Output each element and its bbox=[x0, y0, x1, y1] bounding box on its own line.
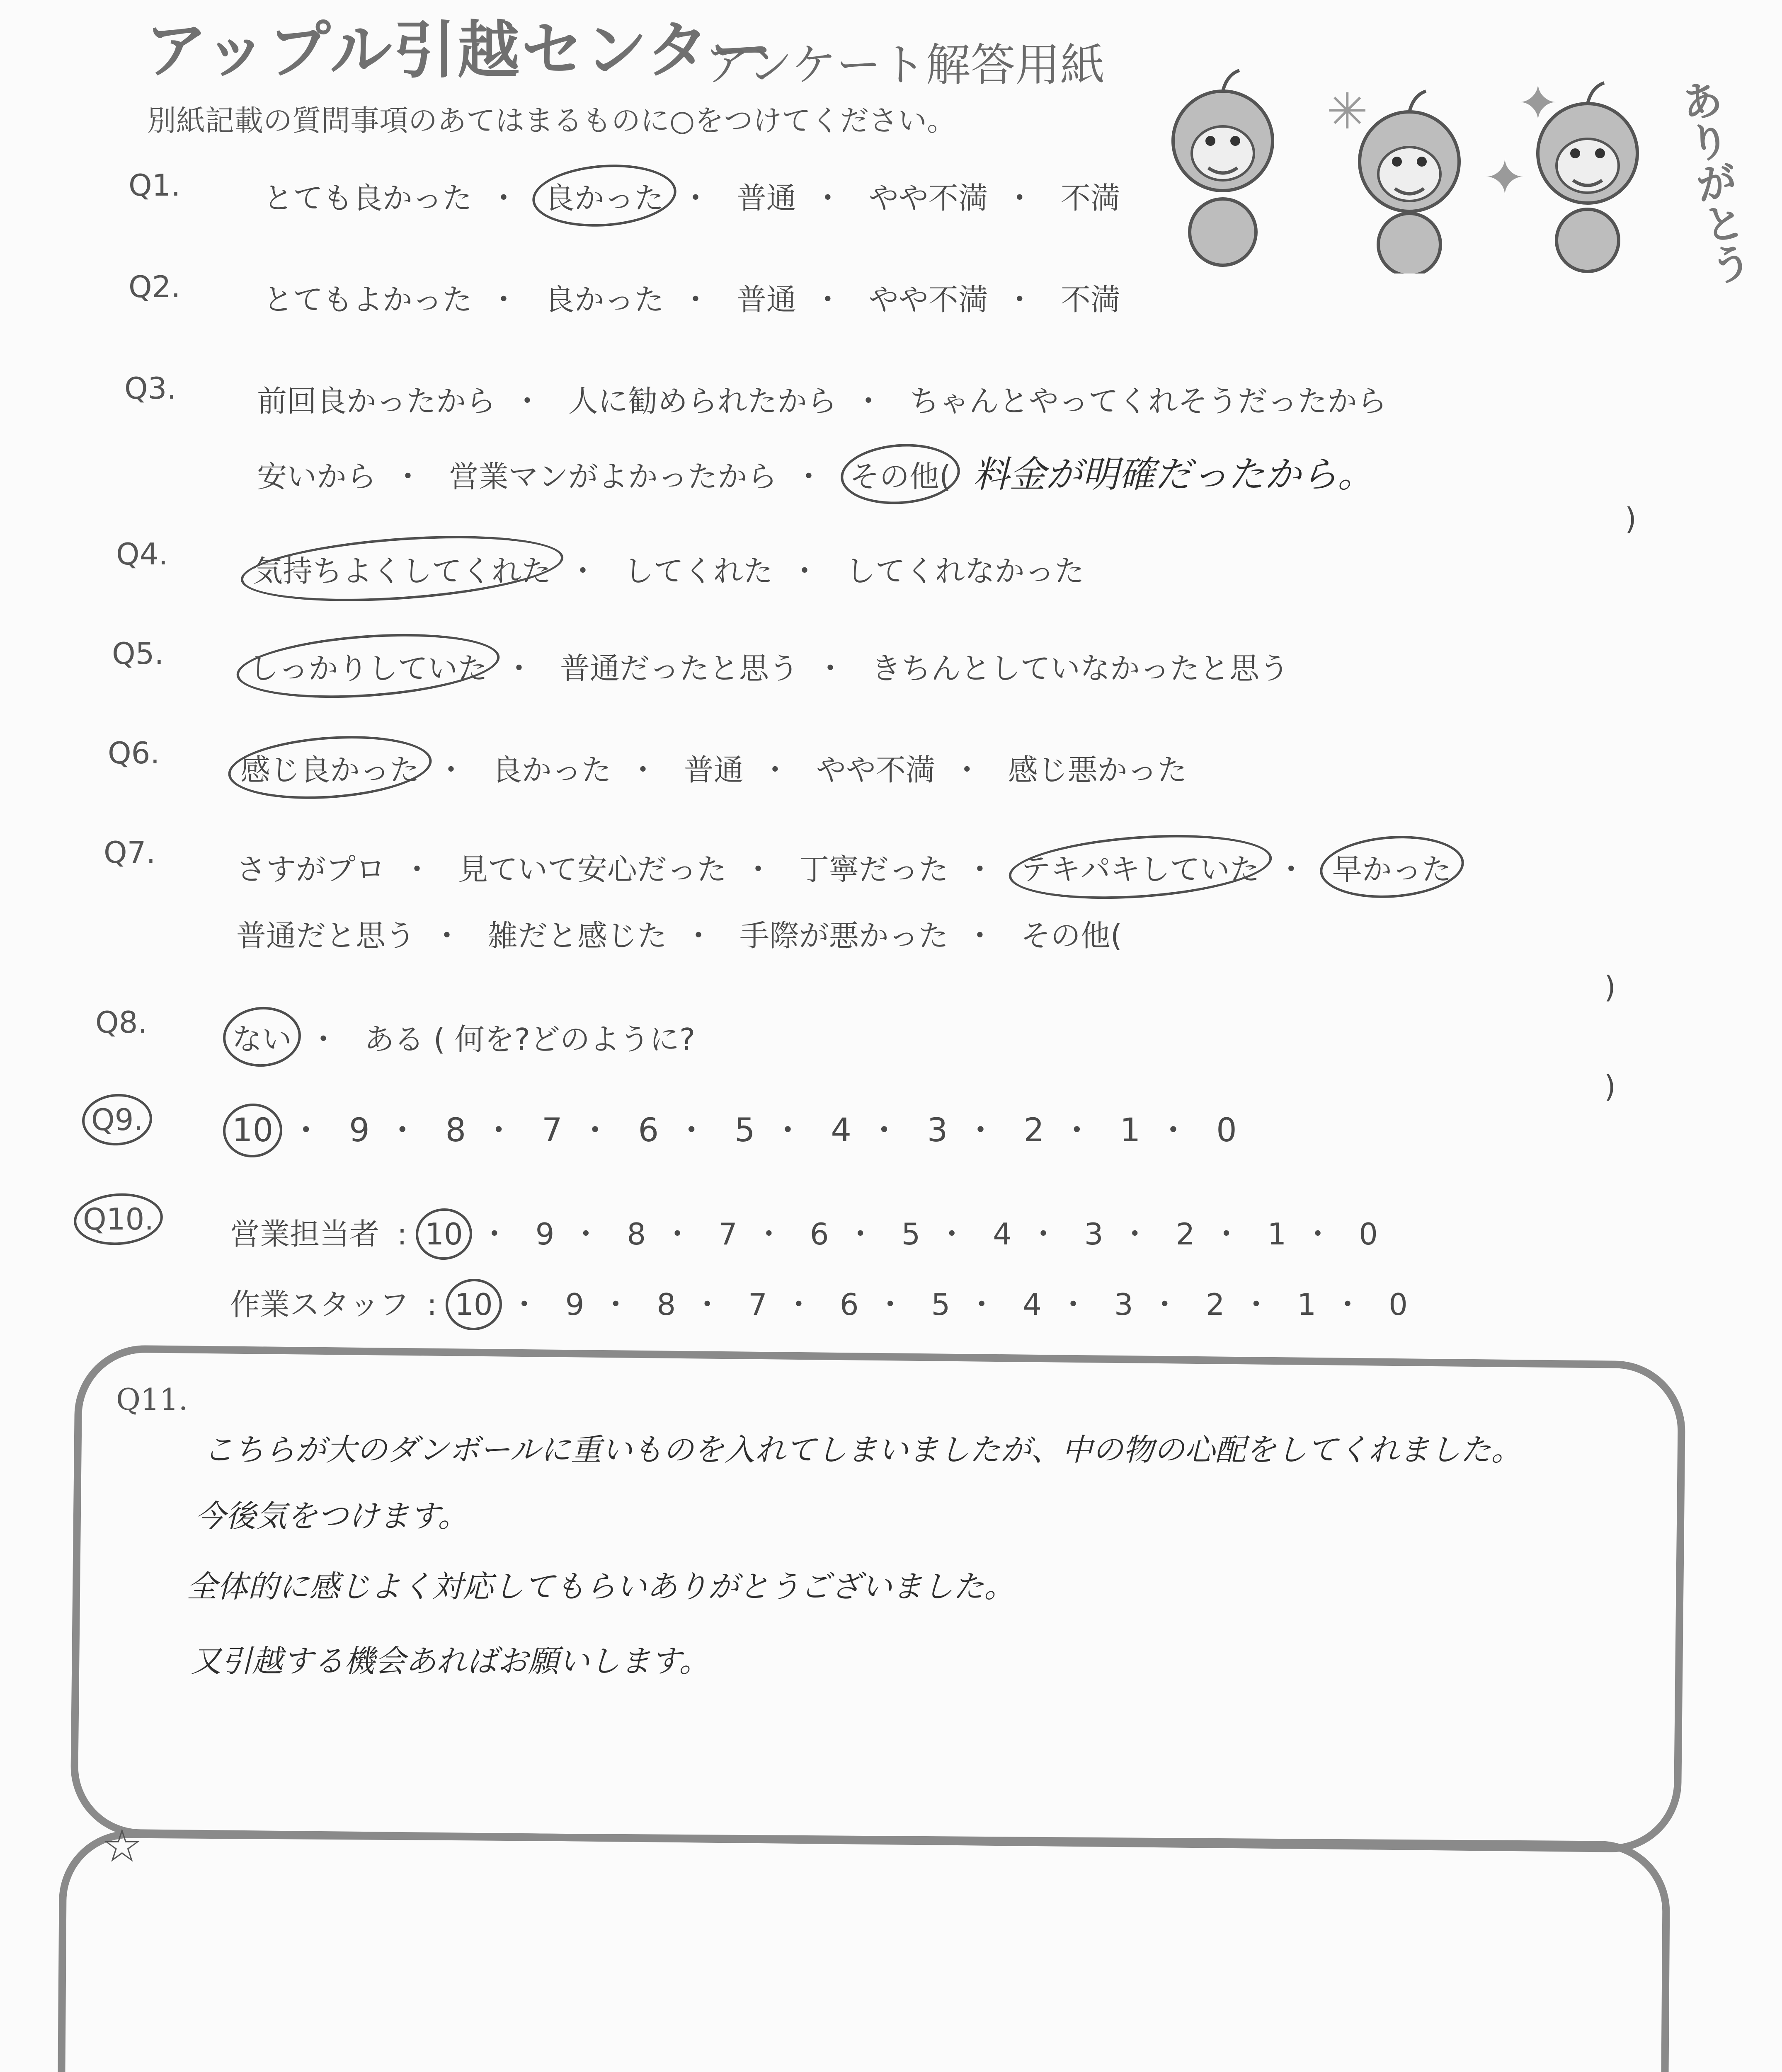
q2-option[interactable]: 不満 bbox=[1060, 282, 1120, 317]
q2-option[interactable]: 普通 bbox=[736, 282, 796, 317]
q11-label: Q11. bbox=[116, 1382, 188, 1417]
q7-options-line2: 普通だと思う ・ 雑だと感じた ・ 手際が悪かった ・ その他( bbox=[236, 912, 1122, 955]
q10-score[interactable]: 4 bbox=[993, 1217, 1012, 1251]
q9-score[interactable]: 1 bbox=[1120, 1112, 1141, 1149]
q8-options: ない ・ ある ( 何を?どのように? bbox=[232, 1015, 695, 1058]
q10-score[interactable]: 8 bbox=[627, 1217, 646, 1251]
sparkle-icon: ✦ bbox=[1517, 75, 1559, 132]
q5-option[interactable]: きちんとしていなかったと思う bbox=[871, 651, 1289, 686]
q1-label: Q1. bbox=[128, 168, 181, 203]
q9-score[interactable]: 2 bbox=[1023, 1112, 1044, 1149]
q7-option-selected[interactable]: 早かった bbox=[1332, 845, 1452, 888]
q9-score[interactable]: 0 bbox=[1216, 1112, 1237, 1149]
q5-option[interactable]: 普通だったと思う bbox=[560, 651, 799, 686]
q3-option[interactable]: 前回良かったから bbox=[257, 384, 496, 419]
sparkle-icon: ✦ bbox=[1484, 149, 1526, 207]
q6-option[interactable]: 良かった bbox=[492, 753, 611, 787]
q9-score-selected[interactable]: 10 bbox=[232, 1112, 274, 1149]
q4-options: 気持ちよくしてくれた ・ してくれた ・ してくれなかった bbox=[253, 547, 1084, 590]
q8-option[interactable]: ある ( 何を?どのように? bbox=[364, 1022, 696, 1057]
q10-row-sales: 営業担当者 : 10 ・ 9 ・ 8 ・ 7 ・ 6 ・ 5 ・ 4 ・ 3 ・ 2 ・ 1 ・ 0 bbox=[230, 1217, 1378, 1251]
q10-row-name: 作業スタッフ bbox=[230, 1287, 410, 1322]
instruction-text: 別紙記載の質問事項のあてはまるものに○をつけてください。 bbox=[147, 104, 956, 138]
q11-comment-line: 今後気をつけます。 bbox=[195, 1498, 469, 1534]
q2-label: Q2. bbox=[128, 269, 181, 304]
form-title: アンケート解答用紙 bbox=[705, 39, 1105, 91]
q7-option[interactable]: 丁寧だった bbox=[799, 852, 948, 887]
q6-option-selected[interactable]: 感じ良かった bbox=[240, 746, 419, 789]
q1-option-selected[interactable]: 良かった bbox=[545, 174, 664, 217]
q7-option[interactable]: 普通だと思う bbox=[236, 918, 416, 953]
q7-option[interactable]: さすがプロ bbox=[236, 852, 386, 887]
q3-option[interactable]: 安いから bbox=[257, 459, 377, 494]
q2-option[interactable]: やや不満 bbox=[868, 282, 988, 317]
q10-row-colon: : bbox=[397, 1217, 407, 1251]
q10-score[interactable]: 4 bbox=[1023, 1287, 1042, 1322]
q3-option-selected[interactable]: その他( bbox=[850, 453, 951, 496]
q10-row-name: 営業担当者 bbox=[230, 1217, 380, 1251]
q10-score[interactable]: 8 bbox=[657, 1287, 676, 1322]
q8-close-paren: ) bbox=[1604, 1069, 1616, 1104]
sparkle-icon: ✳ bbox=[1326, 83, 1368, 140]
q2-options: とてもよかった ・ 良かった ・ 普通 ・ やや不満 ・ 不満 bbox=[263, 276, 1120, 319]
q5-options: しっかりしていた ・ 普通だったと思う ・ きちんとしていなかったと思う bbox=[249, 644, 1289, 687]
q4-option[interactable]: してくれなかった bbox=[845, 554, 1084, 588]
q7-label: Q7. bbox=[104, 835, 156, 870]
q11-comment-line: 全体的に感じよく対応してもらいありがとうございました。 bbox=[187, 1569, 1015, 1605]
q10-score[interactable]: 2 bbox=[1205, 1287, 1225, 1322]
q7-option[interactable]: その他( bbox=[1021, 918, 1122, 953]
q5-option-selected[interactable]: しっかりしていた bbox=[249, 644, 487, 687]
q5-label: Q5. bbox=[112, 636, 164, 671]
q1-option[interactable]: とても良かった bbox=[263, 181, 473, 215]
q3-other-answer: 料金が明確だったから。 bbox=[972, 453, 1374, 496]
q9-score[interactable]: 6 bbox=[638, 1112, 659, 1149]
q3-close-paren: ) bbox=[1625, 501, 1637, 536]
q10-score[interactable]: 2 bbox=[1176, 1217, 1195, 1251]
q1-options: とても良かった ・ 良かった ・ 普通 ・ やや不満 ・ 不満 bbox=[263, 174, 1120, 217]
star-icon: ☆ bbox=[102, 1819, 143, 1872]
q4-option[interactable]: してくれた bbox=[623, 554, 773, 588]
star-comment-box[interactable] bbox=[57, 1830, 1670, 2072]
q10-score-selected[interactable]: 10 bbox=[425, 1217, 463, 1251]
q10-score[interactable]: 9 bbox=[535, 1217, 555, 1251]
q9-scale: 10 ・ 9 ・ 8 ・ 7 ・ 6 ・ 5 ・ 4 ・ 3 ・ 2 ・ 1 ・ 0 bbox=[232, 1112, 1237, 1149]
q3-option[interactable]: 人に勧められたから bbox=[568, 384, 837, 419]
q10-score[interactable]: 3 bbox=[1114, 1287, 1133, 1322]
q7-option[interactable]: 雑だと感じた bbox=[487, 918, 667, 953]
q10-score-selected[interactable]: 10 bbox=[455, 1287, 493, 1322]
q2-option[interactable]: とてもよかった bbox=[263, 282, 473, 317]
q6-option[interactable]: やや不満 bbox=[816, 753, 936, 787]
q10-score[interactable]: 0 bbox=[1389, 1287, 1408, 1322]
q3-options-line2: 安いから ・ 営業マンがよかったから ・ その他( 料金が明確だったから。 bbox=[257, 453, 1374, 496]
q3-label: Q3. bbox=[124, 371, 177, 406]
q10-row-staff: 作業スタッフ : 10 ・ 9 ・ 8 ・ 7 ・ 6 ・ 5 ・ 4 ・ 3 ・ 2 ・ 1 ・ 0 bbox=[230, 1287, 1408, 1322]
q8-label: Q8. bbox=[95, 1005, 148, 1040]
q7-option-selected[interactable]: テキパキしていた bbox=[1021, 845, 1260, 888]
q4-option-selected[interactable]: 気持ちよくしてくれた bbox=[253, 547, 551, 590]
q10-score[interactable]: 6 bbox=[810, 1217, 829, 1251]
q2-option[interactable]: 良かった bbox=[544, 282, 664, 317]
q6-option[interactable]: 普通 bbox=[684, 753, 744, 787]
q9-score[interactable]: 7 bbox=[541, 1112, 562, 1149]
q3-option[interactable]: ちゃんとやってくれそうだったから bbox=[909, 384, 1387, 419]
q7-option[interactable]: 手際が悪かった bbox=[739, 918, 948, 953]
q6-label: Q6. bbox=[108, 736, 160, 770]
q10-label: Q10. bbox=[83, 1202, 154, 1237]
q9-score[interactable]: 4 bbox=[831, 1112, 851, 1149]
q1-option[interactable]: 普通 bbox=[736, 181, 796, 215]
brand-title: アップル引越センター bbox=[145, 15, 774, 87]
q10-row-colon: : bbox=[427, 1287, 437, 1322]
q10-score[interactable]: 3 bbox=[1084, 1217, 1103, 1251]
q10-score[interactable]: 6 bbox=[839, 1287, 859, 1322]
q11-comment-line: こちらが大のダンボールに重いものを入れてしまいましたが、中の物の心配をしてくれました。 bbox=[203, 1432, 1522, 1468]
q9-score[interactable]: 9 bbox=[349, 1112, 370, 1149]
q8-option-selected[interactable]: ない bbox=[232, 1015, 292, 1058]
mascot-monkeys-icon bbox=[1152, 58, 1691, 274]
q4-label: Q4. bbox=[116, 537, 168, 571]
q6-option[interactable]: 感じ悪かった bbox=[1008, 753, 1187, 787]
q11-comment-line: 又引越する機会あればお願いします。 bbox=[191, 1644, 710, 1679]
q10-score[interactable]: 7 bbox=[718, 1217, 737, 1251]
q6-options: 感じ良かった ・ 良かった ・ 普通 ・ やや不満 ・ 感じ悪かった bbox=[240, 746, 1187, 789]
q10-score[interactable]: 7 bbox=[748, 1287, 767, 1322]
thanks-text: ありがとう bbox=[1671, 76, 1755, 289]
q1-option[interactable]: やや不満 bbox=[868, 181, 988, 215]
q9-score[interactable]: 3 bbox=[927, 1112, 948, 1149]
q1-option[interactable]: 不満 bbox=[1060, 181, 1120, 215]
q10-score[interactable]: 9 bbox=[565, 1287, 584, 1322]
q3-option[interactable]: 営業マンがよかったから bbox=[449, 459, 777, 494]
q10-score[interactable]: 1 bbox=[1267, 1217, 1287, 1251]
q9-label: Q9. bbox=[91, 1102, 143, 1137]
q9-score[interactable]: 5 bbox=[734, 1112, 755, 1149]
q10-score[interactable]: 0 bbox=[1359, 1217, 1378, 1251]
q7-options-line1: さすがプロ ・ 見ていて安心だった ・ 丁寧だった ・ テキパキしていた ・ 早かった bbox=[236, 845, 1452, 888]
q10-score[interactable]: 1 bbox=[1297, 1287, 1316, 1322]
q7-close-paren: ) bbox=[1604, 970, 1616, 1005]
q10-score[interactable]: 5 bbox=[901, 1217, 921, 1251]
q9-score[interactable]: 8 bbox=[445, 1112, 466, 1149]
q3-options-line1: 前回良かったから ・ 人に勧められたから ・ ちゃんとやってくれそうだったから bbox=[257, 377, 1387, 420]
q7-option[interactable]: 見ていて安心だった bbox=[458, 852, 727, 887]
q10-score[interactable]: 5 bbox=[931, 1287, 950, 1322]
